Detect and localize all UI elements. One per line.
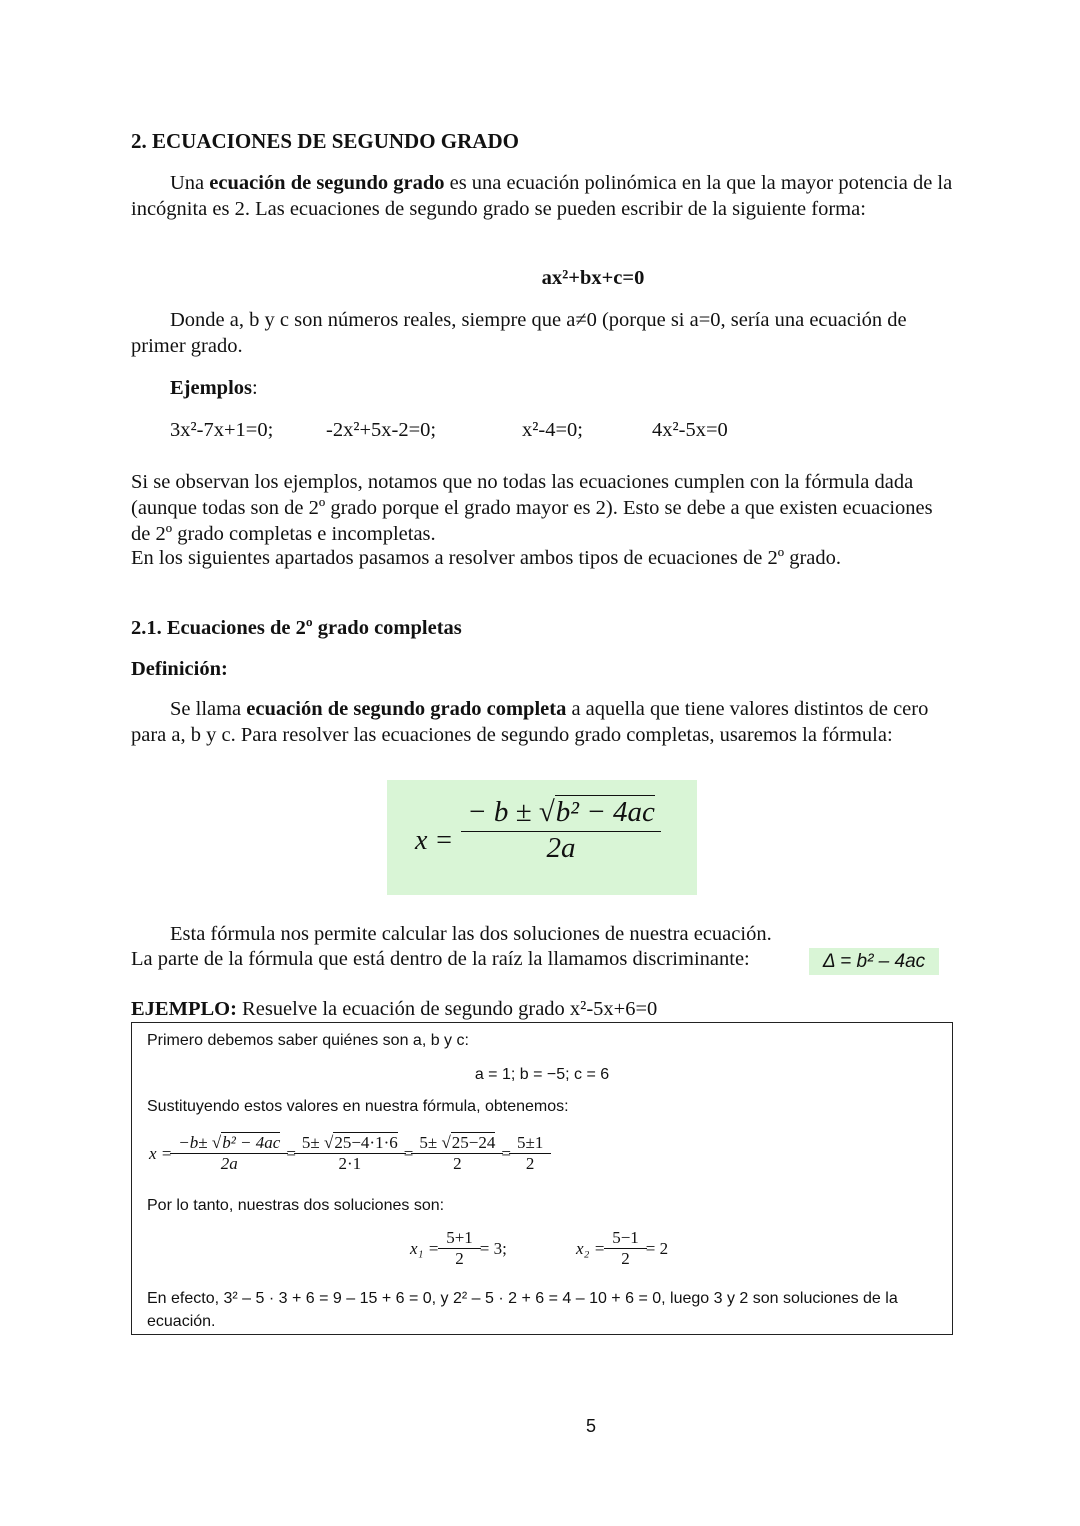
example-2: -2x²+5x-2=0; — [326, 419, 437, 441]
example-line-2: Sustituyendo estos valores en nuestra fórmula, obtenemos: — [147, 1098, 569, 1115]
quadratic-formula — [461, 796, 661, 865]
discriminant-text: La parte de la fórmula que está dentro de la raíz la llamamos discriminante: — [131, 948, 750, 970]
example-4: 4x²-5x=0 — [652, 419, 728, 441]
intro-paragraph: Una ecuación de segundo grado es una ecuación polinómica en la que la mayor potencia de la incógnita es 2. Las ecuaciones de segundo grado se pueden escribir de la siguiente forma: — [131, 172, 953, 220]
chain-equals-3: = — [501, 1143, 511, 1163]
example-heading: EJEMPLO: Resuelve la ecuación de segundo grado x²-5x+6=0 — [131, 998, 658, 1020]
coefficients: a = 1; b = −5; c = 6 — [474, 1066, 610, 1083]
quadratic-formula-box — [387, 780, 697, 895]
chain-fraction-4: $\frac{5\pm 1}{2}$ — [513, 1133, 547, 1174]
observation-paragraph: Si se observan los ejemplos, notamos que no todas las ecuaciones cumplen con la fórmula dada (aunque todas son de 2º grado porque el grado mayor es 2). Esto se debe a que existen ecuaciones de 2º grado completas e incompletas. — [131, 471, 933, 545]
page-number: 5 — [586, 1416, 597, 1436]
example-box — [131, 1022, 953, 1335]
chain-equals-1: = — [286, 1143, 296, 1163]
where-paragraph: Donde a, b y c son números reales, siempre que a≠0 (porque si a=0, sería una ecuación de primer grado. — [131, 309, 907, 357]
subsection-title: 2.1. Ecuaciones de 2º grado completas — [131, 617, 462, 639]
example-line-1: Primero debemos saber quiénes son a, b y c: — [147, 1032, 469, 1049]
example-1: 3x²-7x+1=0; — [170, 419, 274, 441]
formula-numerator: − b ± √b² − 4ac — [467, 796, 655, 828]
formula-lhs: x = — [415, 825, 454, 856]
chain-fraction-1: $\frac{\text{−b± √b² − 4ac}}{2a}$ — [174, 1133, 284, 1174]
section-title: 2. ECUACIONES DE SEGUNDO GRADO — [131, 129, 519, 153]
general-form: ax²+bx+c=0 — [541, 267, 645, 289]
solution-x2: x₂ = $\frac{5-1}{2}$ = 2 — [576, 1228, 669, 1268]
chain-lhs: x = — [149, 1143, 173, 1163]
definition-paragraph: Se llama ecuación de segundo grado completa a aquella que tiene valores distintos de cero para a, b y c. Para resolver las ecuaciones de segundo grado completas, usaremos la fórmula: — [131, 698, 929, 746]
example-3: x²-4=0; — [522, 419, 583, 441]
next-sections-paragraph: En los siguientes apartados pasamos a resolver ambos tipos de ecuaciones de 2º grado. — [131, 547, 841, 569]
formula-note: Esta fórmula nos permite calcular las dos soluciones de nuestra ecuación. — [170, 923, 772, 945]
formula-denominator: 2a — [461, 831, 661, 865]
definition-label: Definición: — [131, 658, 228, 680]
examples-label: Ejemplos: — [170, 377, 258, 399]
verification: En efecto, 3² – 5 · 3 + 6 = 9 – 15 + 6 = 0, y 2² – 5 · 2 + 6 = 4 – 10 + 6 = 0, luego 3 y 2 son soluciones de la ecuación. — [147, 1290, 898, 1330]
formula-radicand: b² − 4ac — [555, 796, 655, 828]
chain-equals-2: = — [403, 1143, 414, 1163]
chain-fraction-2: $\frac{5\pm √25-4\cdot 1\cdot 6}{2\cdot 1}$ — [298, 1133, 402, 1174]
discriminant-formula: Δ = b² – 4ac — [809, 948, 939, 975]
chain-fraction-3: $\frac{5\pm √25-24}{2}$ — [415, 1133, 499, 1174]
substitution-chain — [149, 1133, 547, 1174]
example-line-3: Por lo tanto, nuestras dos soluciones son: — [147, 1197, 445, 1214]
solution-x1: x₁ = $\frac{5+1}{2}$ = 3; — [410, 1228, 507, 1268]
